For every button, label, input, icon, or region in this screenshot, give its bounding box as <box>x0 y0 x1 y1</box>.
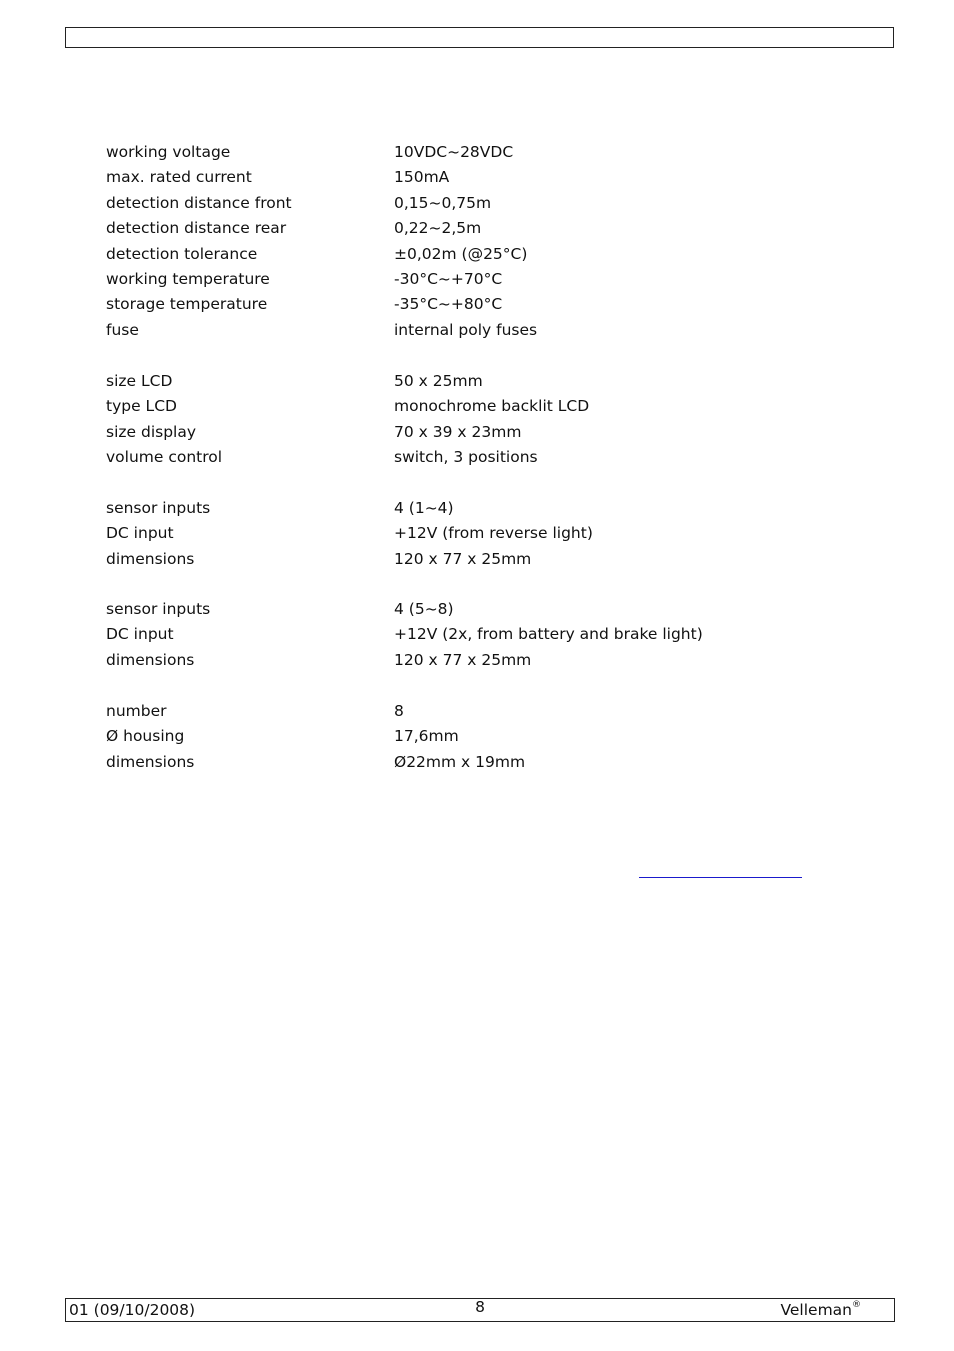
spec-value: 17,6mm <box>394 727 459 746</box>
spec-label: max. rated current <box>106 168 252 187</box>
spec-row <box>106 318 826 343</box>
spec-row <box>106 622 826 647</box>
spec-label: working voltage <box>106 143 231 161</box>
spec-label: dimensions <box>106 650 195 669</box>
spec-group <box>106 369 826 471</box>
spec-value: 4 (5~8) <box>394 600 454 618</box>
spec-row <box>106 140 826 165</box>
spec-row <box>106 547 826 572</box>
spec-value: 120 x 77 x 25mm <box>394 650 532 669</box>
spec-value: -30°C~+70°C <box>394 269 503 288</box>
spec-value: internal poly fuses <box>394 320 538 339</box>
spec-value: +12V (2x, from battery and brake light) <box>394 625 703 644</box>
registered-mark: ® <box>852 1299 861 1310</box>
spec-value: 0,22~2,5m <box>394 219 482 238</box>
page-footer <box>65 1298 895 1322</box>
spec-label: sensor inputs <box>106 600 211 618</box>
spec-row <box>106 242 826 267</box>
spec-label: detection distance front <box>106 193 292 212</box>
spec-value: Ø22mm x 19mm <box>394 752 526 771</box>
spec-label: storage temperature <box>106 295 268 314</box>
footer-brand-name: Velleman <box>780 1301 852 1319</box>
spec-group <box>106 496 826 572</box>
spec-group <box>106 140 826 343</box>
spec-value: 120 x 77 x 25mm <box>394 549 532 568</box>
spec-row <box>106 445 826 470</box>
spec-label: type LCD <box>106 397 177 416</box>
spec-value: +12V (from reverse light) <box>394 524 593 543</box>
spec-row <box>106 521 826 546</box>
spec-label: fuse <box>106 320 139 339</box>
spec-label: size LCD <box>106 372 173 390</box>
spec-label: size display <box>106 422 197 441</box>
spec-group <box>106 699 826 775</box>
spec-label: DC input <box>106 524 174 543</box>
spec-row <box>106 267 826 292</box>
spec-label: number <box>106 702 167 720</box>
spec-row <box>106 292 826 317</box>
spec-label: detection distance rear <box>106 219 287 238</box>
spec-row <box>106 699 826 724</box>
spec-row <box>106 648 826 673</box>
spec-row <box>106 369 826 394</box>
spec-label: sensor inputs <box>106 499 211 517</box>
spec-row <box>106 597 826 622</box>
spec-row <box>106 750 826 775</box>
header-box <box>65 27 894 48</box>
spec-row <box>106 191 826 216</box>
spec-label: dimensions <box>106 549 195 568</box>
spec-value: monochrome backlit LCD <box>394 397 590 416</box>
spec-value: 70 x 39 x 23mm <box>394 422 522 441</box>
footer-brand <box>780 1301 861 1319</box>
spec-label: volume control <box>106 448 223 467</box>
spec-row <box>106 420 826 445</box>
footer-page-number: 8 <box>475 1298 485 1316</box>
spec-label: working temperature <box>106 269 270 288</box>
spec-value: 10VDC~28VDC <box>394 143 514 161</box>
spec-value: ±0,02m (@25°C) <box>394 244 528 263</box>
spec-label: Ø housing <box>106 727 185 746</box>
spec-value: -35°C~+80°C <box>394 295 503 314</box>
spec-row <box>106 724 826 749</box>
spec-value: 4 (1~4) <box>394 499 454 517</box>
spec-row <box>106 165 826 190</box>
spec-label: detection tolerance <box>106 244 258 263</box>
spec-row <box>106 394 826 419</box>
footer-revision: 01 (09/10/2008) <box>69 1301 196 1319</box>
spec-group <box>106 597 826 673</box>
spec-row <box>106 216 826 241</box>
hyperlink-underline[interactable] <box>639 877 802 878</box>
spec-value: 150mA <box>394 168 450 187</box>
spec-value: 8 <box>394 702 404 720</box>
spec-row <box>106 496 826 521</box>
spec-label: DC input <box>106 625 174 644</box>
spec-value: 50 x 25mm <box>394 372 483 390</box>
spec-label: dimensions <box>106 752 195 771</box>
spec-value: 0,15~0,75m <box>394 193 492 212</box>
spec-value: switch, 3 positions <box>394 448 538 467</box>
